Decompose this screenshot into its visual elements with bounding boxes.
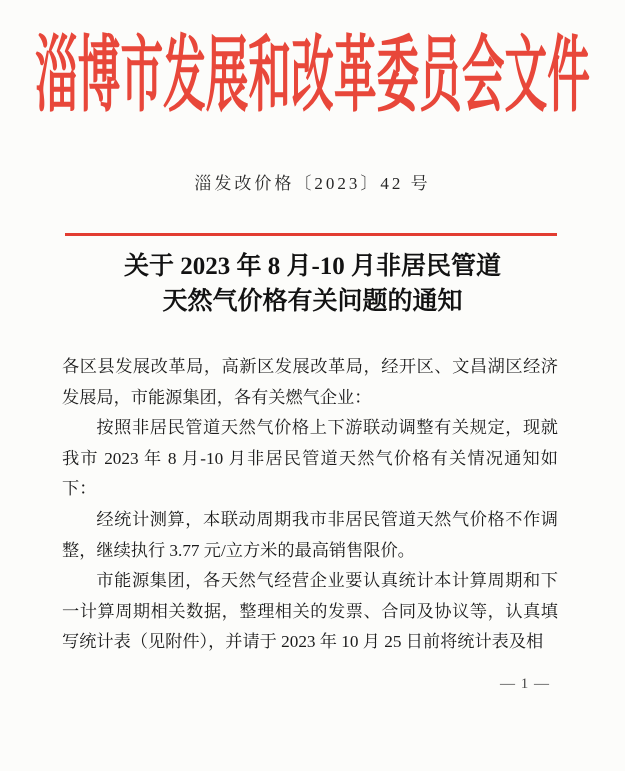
body-paragraph-requirements: 市能源集团，各天然气经营企业要认真统计本计算周期和下一计算周期相关数据，整理相关的发票、合同及协议等，认真填写统计表（见附件），并请于 2023 年 10 月 25 日前将统计表及相 xyxy=(62,571,558,652)
body-paragraph-price: 经统计测算，本联动周期我市非居民管道天然气价格不作调整，继续执行 3.77 元/立方米的最高销售限价。 xyxy=(62,509,558,560)
body-paragraph-intro: 按照非居民管道天然气价格上下游联动调整有关规定，现就我市 2023 年 8 月-10 月非居民管道天然气价格有关情况通知如下： xyxy=(62,418,558,499)
document-title-line2: 天然气价格有关问题的通知 xyxy=(162,288,463,315)
page-number: — 1 — xyxy=(500,676,550,692)
document-title-line1: 关于 2023 年 8 月-10 月非居民管道 xyxy=(123,253,502,280)
salutation-line: 各区县发展改革局，高新区发展改革局，经开区、文昌湖区经济发展局，市能源集团，各有关燃气企业： xyxy=(62,357,558,407)
red-divider-line xyxy=(65,233,557,236)
document-title xyxy=(0,249,625,319)
document-number: 淄发改价格〔2023〕42 号 xyxy=(194,174,431,193)
document-body xyxy=(62,352,558,658)
letterhead-org-title: 淄博市发展和改革委员会文件 xyxy=(35,30,590,123)
